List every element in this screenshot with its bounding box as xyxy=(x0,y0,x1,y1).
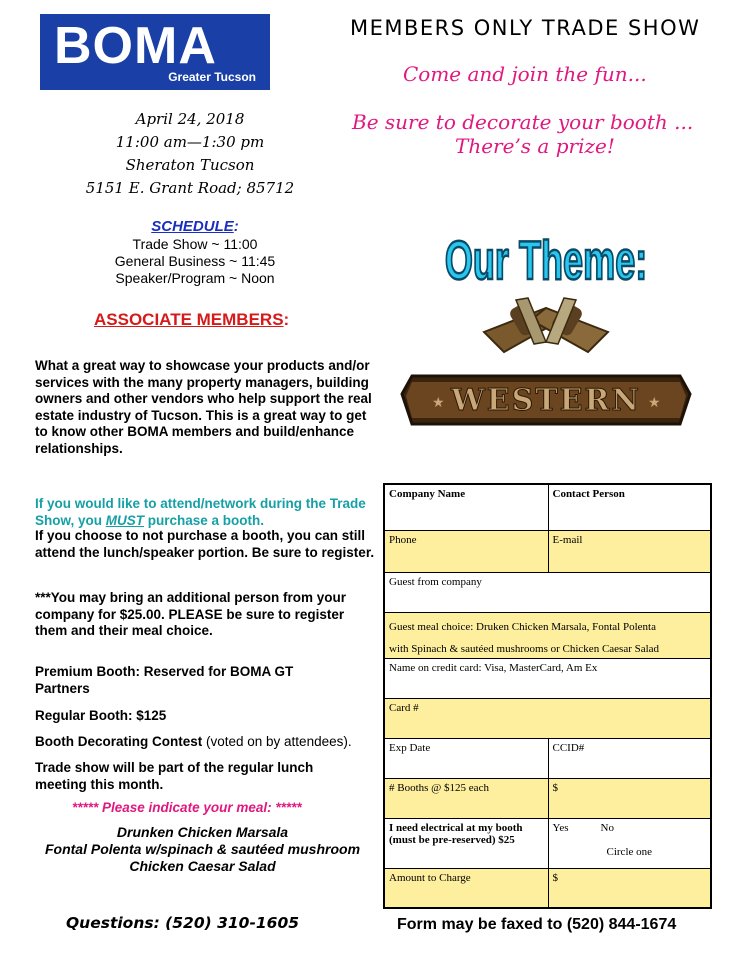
registration-form xyxy=(383,483,712,909)
extra-person-notice: ***You may bring an additional person from your company for $25.00. PLEASE be sure to register them and their meal choice. xyxy=(35,590,347,638)
contest-note: (voted on by attendees). xyxy=(202,734,352,749)
premium-booth: Premium Booth: Reserved for BOMA GT Partners xyxy=(35,664,294,696)
schedule-list xyxy=(90,236,300,287)
exp-date-field[interactable]: Exp Date xyxy=(389,742,431,754)
logo-word: BOMA xyxy=(54,17,217,75)
no-option[interactable]: No xyxy=(600,822,614,834)
guest-field[interactable]: Guest from company xyxy=(389,576,482,588)
schedule-title: SCHEDULE xyxy=(151,218,234,235)
star-icon: ★ xyxy=(648,394,661,410)
ccid-field[interactable]: CCID# xyxy=(548,739,711,778)
event-venue: Sheraton Tucson xyxy=(125,156,255,174)
schedule-item: General Business ~ 11:45 xyxy=(114,253,276,269)
regular-booth: Regular Booth: $125 xyxy=(35,708,167,723)
schedule-heading xyxy=(140,218,250,235)
crossed-pistols-icon xyxy=(484,298,608,352)
associate-title: ASSOCIATE MEMBERS xyxy=(94,310,284,329)
meal-option: Drunken Chicken Marsala xyxy=(116,824,289,840)
contact-person-field[interactable]: Contact Person xyxy=(548,485,711,530)
booths-label: # Booths @ $125 each xyxy=(389,782,489,794)
event-date: April 24, 2018 xyxy=(135,110,245,128)
decorating-contest xyxy=(35,734,380,751)
booths-field[interactable]: $ xyxy=(548,779,711,818)
questions-phone: Questions: (520) 310-1605 xyxy=(66,914,300,932)
amount-field[interactable]: $ xyxy=(548,869,711,907)
attend-text-b: purchase a booth. xyxy=(144,512,265,528)
guest-meal-line: Guest meal choice: Druken Chicken Marsala, Fontal Polenta xyxy=(389,621,656,633)
attend-notice xyxy=(35,496,380,529)
amount-label: Amount to Charge xyxy=(389,872,471,884)
electrical-label: I need electrical at my booth (must be pre-reserved) $25 xyxy=(389,822,523,846)
yes-option[interactable]: Yes xyxy=(552,822,569,834)
lunch-only-notice: If you choose to not purchase a booth, you can still attend the lunch/speaker portion. Be sure to register. xyxy=(35,528,375,560)
theme-title: Our Theme: xyxy=(444,229,648,291)
western-banner xyxy=(402,376,690,424)
meal-option: Fontal Polenta w/spinach & sautéed mushroom xyxy=(44,841,361,857)
western-theme-graphic xyxy=(396,224,696,440)
event-address: 5151 E. Grant Road; 85712 xyxy=(85,179,295,197)
page-title: MEMBERS ONLY TRADE SHOW xyxy=(350,16,701,40)
schedule-colon: : xyxy=(233,218,239,235)
event-details xyxy=(85,108,295,200)
name-on-card-field[interactable]: Name on credit card: Visa, MasterCard, Am Ex xyxy=(389,662,598,674)
associate-colon: : xyxy=(283,310,290,329)
attend-must: MUST xyxy=(105,512,144,528)
card-number-field[interactable]: Card # xyxy=(389,702,419,714)
lunch-meeting-note: Trade show will be part of the regular lunch meeting this month. xyxy=(35,760,314,792)
logo-subtitle: Greater Tucson xyxy=(168,70,256,84)
boma-logo xyxy=(40,14,270,90)
company-name-field[interactable]: Company Name xyxy=(389,488,466,500)
meal-option: Chicken Caesar Salad xyxy=(129,858,276,874)
guest-meal-field[interactable] xyxy=(385,613,710,658)
electrical-choice xyxy=(548,819,711,868)
guest-meal-line: with Spinach & sautéed mushrooms or Chicken Caesar Salad xyxy=(389,643,660,655)
star-icon: ★ xyxy=(432,394,445,410)
associate-members-heading xyxy=(94,310,289,330)
event-time: 11:00 am—1:30 pm xyxy=(115,133,265,151)
schedule-item: Speaker/Program ~ Noon xyxy=(115,270,275,286)
fax-number: Form may be faxed to (520) 844-1674 xyxy=(397,916,677,933)
phone-field[interactable]: Phone xyxy=(389,534,417,546)
meal-options xyxy=(35,824,370,875)
attend-text-a: If you would like to attend/network during the Trade Show, you xyxy=(35,496,366,528)
schedule-item: Trade Show ~ 11:00 xyxy=(132,236,258,252)
email-field[interactable]: E-mail xyxy=(548,531,711,572)
tagline-prize: There’s a prize! xyxy=(455,134,615,158)
banner-text: WESTERN xyxy=(451,383,641,418)
tagline-fun: Come and join the fun... xyxy=(403,62,647,86)
tagline-decorate: Be sure to decorate your booth ... xyxy=(352,110,694,134)
circle-one-note: Circle one xyxy=(606,846,653,858)
intro-paragraph: What a great way to showcase your products and/or services with the many property managers, building owners and other vendors who help support the real estate industry of Tucson. This is a great way to get to know other BOMA members and build/enhance relationships. xyxy=(35,358,372,456)
contest-title: Booth Decorating Contest xyxy=(35,734,203,749)
meal-heading: ***** Please indicate your meal: ***** xyxy=(72,800,302,815)
